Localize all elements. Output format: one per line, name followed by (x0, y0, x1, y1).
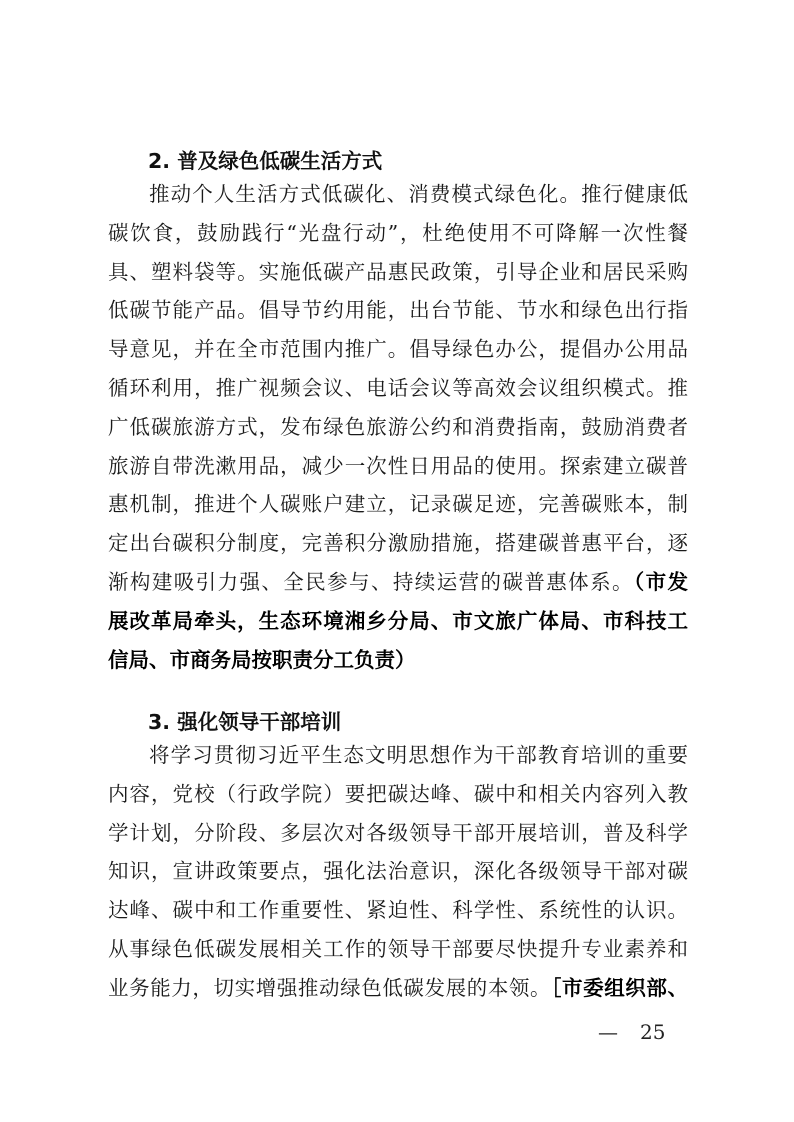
section-3-heading: 3. 强化领导干部培训 (148, 710, 342, 734)
paragraph-line: 碳饮食，鼓励践行“光盘行动”，杜绝使用不可降解一次性餐 (108, 220, 688, 245)
paragraph-text: 渐构建吸引力强、全民参与、持续运营的碳普惠体系。 (108, 569, 634, 594)
section-2-heading: 2. 普及绿色低碳生活方式 (148, 149, 383, 173)
page-number: 25 (640, 1020, 666, 1044)
responsible-units-line: 信局、市商务局按职责分工负责） (108, 647, 416, 672)
paragraph-line: 具、塑料袋等。实施低碳产品惠民政策，引导企业和居民采购 (108, 259, 688, 284)
paragraph-line: 知识，宣讲政策要点，强化法治意识，深化各级领导干部对碳 (108, 859, 688, 884)
paragraph-line (108, 969, 688, 1008)
paragraph-line: 惠机制，推进个人碳账户建立，记录碳足迹，完善碳账本，制 (108, 492, 688, 517)
paragraph-line: 内容，党校（行政学院）要把碳达峰、碳中和相关内容列入教 (108, 781, 688, 806)
section-2-paragraph (108, 175, 688, 679)
paragraph-line: 从事绿色低碳发展相关工作的领导干部要尽快提升专业素养和 (108, 936, 688, 961)
paragraph-line: 推动个人生活方式低碳化、消费模式绿色化。推行健康低 (149, 182, 688, 206)
paragraph-line: 学计划，分阶段、多层次对各级领导干部开展培训，普及科学 (108, 820, 688, 845)
responsible-units-text: ［市委组织部、 (551, 975, 689, 1000)
paragraph-line: 达峰、碳中和工作重要性、紧迫性、科学性、系统性的认识。 (108, 898, 688, 923)
section-3-paragraph (108, 736, 688, 1008)
paragraph-line (108, 563, 688, 602)
paragraph-line: 低碳节能产品。倡导节约用能，出台节能、节水和绿色出行指 (108, 298, 688, 323)
footer-dash: — (598, 1020, 618, 1044)
paragraph-line: 将学习贯彻习近平生态文明思想作为干部教育培训的重要 (149, 743, 688, 767)
paragraph-text: 业务能力，切实增强推动绿色低碳发展的本领。 (108, 975, 552, 1000)
paragraph-line: 循环利用，推广视频会议、电话会议等高效会议组织模式。推 (108, 375, 688, 400)
paragraph-line: 旅游自带洗漱用品，减少一次性日用品的使用。探索建立碳普 (108, 453, 688, 478)
responsible-units-text: （市发 (633, 569, 688, 594)
paragraph-line: 导意见，并在全市范围内推广。倡导绿色办公，提倡办公用品 (108, 337, 688, 362)
paragraph-line: 定出台碳积分制度，完善积分激励措施，搭建碳普惠平台，逐 (108, 531, 688, 556)
paragraph-line: 广低碳旅游方式，发布绿色旅游公约和消费指南，鼓励消费者 (108, 414, 688, 439)
page-footer (598, 1020, 665, 1044)
responsible-units-line: 展改革局牵头，生态环境湘乡分局、市文旅广体局、市科技工 (108, 608, 688, 633)
